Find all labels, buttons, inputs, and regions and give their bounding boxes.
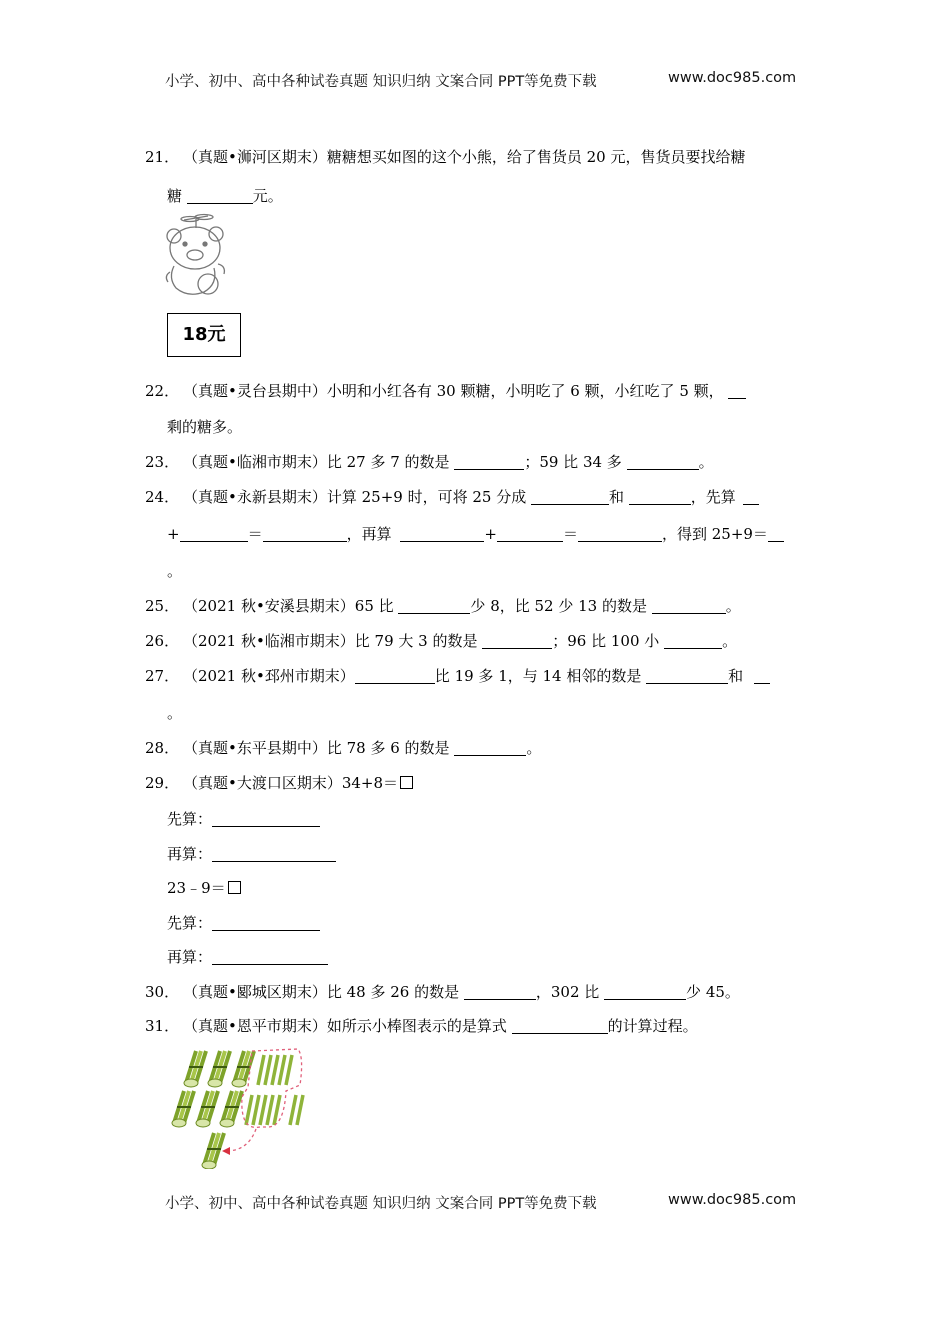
q24-blank-3[interactable] (743, 489, 759, 505)
q24-blank-1[interactable] (531, 489, 609, 505)
q27-text-b: 比 19 多 1，与 14 相邻的数是 (434, 667, 647, 685)
q30-text-b: ，302 比 (535, 983, 605, 1001)
q24-blank-4[interactable] (180, 526, 248, 542)
q29-answer-box-1[interactable] (400, 776, 413, 789)
q29-first2-label: 先算： (167, 914, 213, 932)
q30-blank-1[interactable] (464, 984, 536, 1000)
q27-line2: 。 (167, 704, 183, 722)
q31-blank-1[interactable] (512, 1018, 608, 1034)
q29-number: 29． (145, 774, 180, 792)
q24-text-b: 和 (608, 488, 629, 506)
q26-text-b: ；96 比 100 小 (552, 632, 665, 650)
q30-number: 30． (145, 983, 180, 1001)
q24-blank-8[interactable] (578, 526, 662, 542)
q27-line1 (183, 665, 770, 686)
q23-text-b: ；59 比 34 多 (524, 453, 627, 471)
q27-blank-3[interactable] (754, 668, 770, 684)
q25-blank-1[interactable] (398, 598, 470, 614)
q27-text-c: 和 (728, 667, 748, 685)
footer-url[interactable]: www.doc985.com (668, 1192, 797, 1208)
q24-number: 24． (145, 488, 180, 506)
q24-line1 (183, 486, 759, 507)
q29-first-line (167, 808, 320, 829)
q28-text-a: （真题•东平县期中）比 78 多 6 的数是 (183, 739, 455, 757)
q28-blank-1[interactable] (454, 740, 526, 756)
q22-number: 22． (145, 382, 180, 400)
q21-number: 21． (145, 148, 180, 166)
q21-answer-blank[interactable] (187, 188, 253, 204)
sticks-diagram-image (160, 1047, 314, 1169)
q23-blank-2[interactable] (627, 454, 699, 470)
price-tag: 18元 (167, 313, 241, 357)
q24-blank-6[interactable] (400, 526, 484, 542)
q23-line (183, 451, 714, 472)
q27-blank-2[interactable] (646, 668, 728, 684)
q24-text-h: ＝ (562, 525, 578, 543)
q24-text-e: ＝ (247, 525, 263, 543)
q24-text-c: ，先算 (690, 488, 741, 506)
header-text: 小学、初中、高中各种试卷真题 知识归纳 文案合同 PPT等免费下载 (165, 74, 597, 90)
q23-text-a: （真题•临湘市期末）比 27 多 7 的数是 (183, 453, 455, 471)
q26-text-a: （2021 秋•临湘市期末）比 79 大 3 的数是 (183, 632, 483, 650)
header-url[interactable]: www.doc985.com (668, 70, 797, 86)
q24-text-i: ，得到 25+9＝ (661, 525, 768, 543)
q25-blank-2[interactable] (652, 598, 726, 614)
q22-line2: 剩的糖多。 (167, 418, 243, 436)
q23-number: 23． (145, 453, 180, 471)
q29-first-blank[interactable] (212, 811, 320, 827)
q21-line1: （真题•浉河区期末）糖糖想买如图的这个小熊，给了售货员 20 元，售货员要找给糖 (183, 148, 746, 166)
q23-text-c: 。 (698, 453, 714, 471)
q31-number: 31． (145, 1017, 180, 1035)
q24-blank-5[interactable] (263, 526, 347, 542)
q29-then-line (167, 843, 336, 864)
q21-line2 (167, 185, 283, 206)
q29-then2-line (167, 946, 328, 967)
q28-number: 28． (145, 739, 180, 757)
q27-number: 27． (145, 667, 180, 685)
q31-line (183, 1015, 698, 1036)
q29-eq2 (167, 877, 241, 898)
q25-number: 25． (145, 597, 180, 615)
bear-toy-image (160, 212, 234, 304)
q29-title-text: （真题•大渡口区期末）34+8＝ (183, 774, 399, 792)
q25-text-b: 少 8，比 52 少 13 的数是 (470, 597, 652, 615)
q29-title (183, 772, 413, 793)
q24-text-d: + (167, 525, 180, 543)
q28-text-b: 。 (526, 739, 542, 757)
q29-first-label: 先算： (167, 810, 213, 828)
q24-blank-7[interactable] (497, 526, 563, 542)
q29-first2-line (167, 912, 320, 933)
q27-blank-1[interactable] (355, 668, 435, 684)
q29-then-blank[interactable] (212, 846, 336, 862)
q29-then2-blank[interactable] (212, 949, 328, 965)
q26-number: 26． (145, 632, 180, 650)
q24-text-f: ，再算 (346, 525, 397, 543)
q28-line (183, 737, 541, 758)
q23-blank-1[interactable] (454, 454, 524, 470)
q29-first2-blank[interactable] (212, 915, 320, 931)
q26-blank-2[interactable] (664, 633, 722, 649)
q26-line (183, 630, 737, 651)
q22-line1 (183, 380, 746, 401)
q25-text-c: 。 (725, 597, 741, 615)
q26-blank-1[interactable] (482, 633, 552, 649)
q22-text: （真题•灵台县期中）小明和小红各有 30 颗糖，小明吃了 6 颗，小红吃了 5 颗， (183, 382, 724, 400)
q29-eq2-text: 23﹣9＝ (167, 879, 226, 897)
q25-line (183, 595, 741, 616)
q21-text-a: 糖 (167, 187, 187, 205)
q24-blank-2[interactable] (629, 489, 691, 505)
q24-text-a: （真题•永新县期末）计算 25+9 时，可将 25 分成 (183, 488, 531, 506)
q22-answer-blank[interactable] (728, 383, 746, 399)
q29-answer-box-2[interactable] (228, 881, 241, 894)
q29-then2-label: 再算： (167, 948, 213, 966)
q30-text-c: 少 45。 (686, 983, 740, 1001)
q26-text-c: 。 (722, 632, 738, 650)
q24-line2 (167, 523, 784, 544)
q29-then-label: 再算： (167, 845, 213, 863)
q24-text-g: + (484, 525, 497, 543)
q30-text-a: （真题•郾城区期末）比 48 多 26 的数是 (183, 983, 464, 1001)
q27-text-a: （2021 秋•邳州市期末） (183, 667, 355, 685)
q30-line (183, 981, 740, 1002)
q31-text-a: （真题•恩平市期末）如所示小棒图表示的是算式 (183, 1017, 512, 1035)
q24-line3: 。 (167, 562, 183, 580)
q30-blank-2[interactable] (604, 984, 686, 1000)
q31-text-b: 的计算过程。 (607, 1017, 698, 1035)
q21-text-b: 元。 (252, 187, 283, 205)
footer-text: 小学、初中、高中各种试卷真题 知识归纳 文案合同 PPT等免费下载 (165, 1196, 597, 1212)
q24-blank-9[interactable] (768, 526, 784, 542)
q25-text-a: （2021 秋•安溪县期末）65 比 (183, 597, 399, 615)
